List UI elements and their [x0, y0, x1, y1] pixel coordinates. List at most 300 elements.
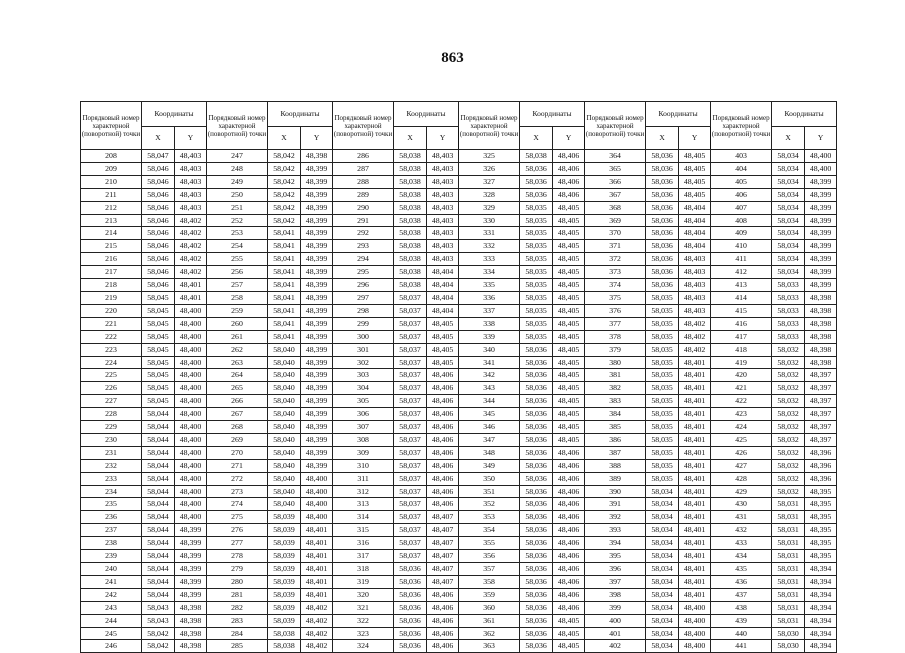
header-point-number: Порядковый номер характерной (поворотной) точки — [711, 102, 772, 150]
cell-x: 58,034 — [772, 266, 805, 279]
cell-point-number: 276 — [207, 524, 268, 537]
cell-point-number: 251 — [207, 201, 268, 214]
cell-point-number: 291 — [333, 214, 394, 227]
cell-y: 48,397 — [805, 369, 837, 382]
cell-point-number: 284 — [207, 627, 268, 640]
cell-y: 48,405 — [553, 640, 585, 653]
cell-y: 48,401 — [679, 511, 711, 524]
cell-x: 58,037 — [394, 356, 427, 369]
cell-x: 58,046 — [142, 227, 175, 240]
cell-x: 58,033 — [772, 291, 805, 304]
cell-x: 58,036 — [646, 150, 679, 163]
cell-x: 58,039 — [268, 537, 301, 550]
cell-y: 48,404 — [427, 304, 459, 317]
cell-point-number: 257 — [207, 279, 268, 292]
cell-y: 48,402 — [679, 317, 711, 330]
page-number: 863 — [441, 50, 464, 66]
table-row — [81, 175, 837, 188]
cell-point-number: 255 — [207, 253, 268, 266]
cell-point-number: 303 — [333, 369, 394, 382]
cell-point-number: 343 — [459, 382, 520, 395]
cell-point-number: 390 — [585, 485, 646, 498]
cell-y: 48,399 — [805, 188, 837, 201]
cell-x: 58,032 — [772, 408, 805, 421]
cell-y: 48,399 — [301, 240, 333, 253]
cell-x: 58,036 — [394, 588, 427, 601]
cell-point-number: 248 — [207, 162, 268, 175]
cell-x: 58,034 — [772, 214, 805, 227]
cell-y: 48,397 — [805, 395, 837, 408]
cell-y: 48,399 — [175, 524, 207, 537]
cell-x: 58,036 — [520, 433, 553, 446]
cell-point-number: 283 — [207, 614, 268, 627]
cell-x: 58,034 — [646, 614, 679, 627]
cell-point-number: 418 — [711, 343, 772, 356]
cell-point-number: 432 — [711, 524, 772, 537]
cell-point-number: 299 — [333, 317, 394, 330]
cell-y: 48,400 — [175, 395, 207, 408]
table-row — [81, 421, 837, 434]
cell-x: 58,045 — [142, 356, 175, 369]
cell-y: 48,406 — [427, 382, 459, 395]
cell-y: 48,406 — [427, 433, 459, 446]
table-row — [81, 601, 837, 614]
header-x: X — [394, 127, 427, 150]
cell-y: 48,406 — [553, 511, 585, 524]
cell-y: 48,399 — [175, 563, 207, 576]
cell-x: 58,037 — [394, 511, 427, 524]
cell-point-number: 289 — [333, 188, 394, 201]
cell-point-number: 264 — [207, 369, 268, 382]
cell-x: 58,035 — [520, 266, 553, 279]
cell-point-number: 328 — [459, 188, 520, 201]
cell-point-number: 441 — [711, 640, 772, 653]
cell-point-number: 425 — [711, 433, 772, 446]
cell-x: 58,036 — [520, 485, 553, 498]
table-row — [81, 266, 837, 279]
cell-x: 58,038 — [394, 266, 427, 279]
cell-x: 58,032 — [772, 369, 805, 382]
header-x: X — [268, 127, 301, 150]
cell-point-number: 216 — [81, 253, 142, 266]
cell-point-number: 385 — [585, 421, 646, 434]
cell-x: 58,032 — [772, 382, 805, 395]
cell-point-number: 335 — [459, 279, 520, 292]
cell-point-number: 233 — [81, 472, 142, 485]
cell-point-number: 268 — [207, 421, 268, 434]
cell-point-number: 228 — [81, 408, 142, 421]
cell-x: 58,046 — [142, 188, 175, 201]
cell-x: 58,035 — [646, 330, 679, 343]
cell-point-number: 249 — [207, 175, 268, 188]
coordinates-table — [80, 101, 837, 653]
cell-point-number: 224 — [81, 356, 142, 369]
cell-point-number: 368 — [585, 201, 646, 214]
table-row — [81, 227, 837, 240]
cell-x: 58,034 — [772, 253, 805, 266]
cell-point-number: 307 — [333, 421, 394, 434]
cell-y: 48,403 — [679, 291, 711, 304]
cell-x: 58,032 — [772, 446, 805, 459]
cell-x: 58,045 — [142, 343, 175, 356]
cell-y: 48,406 — [553, 524, 585, 537]
cell-y: 48,406 — [427, 395, 459, 408]
cell-point-number: 356 — [459, 550, 520, 563]
cell-x: 58,035 — [520, 253, 553, 266]
cell-y: 48,399 — [805, 175, 837, 188]
cell-x: 58,039 — [268, 563, 301, 576]
cell-x: 58,036 — [646, 240, 679, 253]
cell-point-number: 312 — [333, 485, 394, 498]
cell-x: 58,037 — [394, 369, 427, 382]
table-row — [81, 317, 837, 330]
cell-x: 58,036 — [646, 214, 679, 227]
cell-x: 58,038 — [394, 201, 427, 214]
header-y: Y — [175, 127, 207, 150]
cell-x: 58,039 — [268, 511, 301, 524]
header-row-top — [81, 102, 837, 127]
cell-point-number: 281 — [207, 588, 268, 601]
cell-point-number: 416 — [711, 317, 772, 330]
cell-y: 48,396 — [805, 446, 837, 459]
cell-point-number: 406 — [711, 188, 772, 201]
cell-point-number: 424 — [711, 421, 772, 434]
cell-y: 48,405 — [553, 382, 585, 395]
cell-y: 48,399 — [805, 240, 837, 253]
cell-y: 48,405 — [427, 330, 459, 343]
cell-y: 48,405 — [553, 356, 585, 369]
cell-y: 48,399 — [301, 421, 333, 434]
cell-x: 58,036 — [520, 356, 553, 369]
cell-y: 48,399 — [301, 279, 333, 292]
cell-y: 48,406 — [553, 472, 585, 485]
cell-point-number: 227 — [81, 395, 142, 408]
cell-point-number: 309 — [333, 446, 394, 459]
table-row — [81, 588, 837, 601]
cell-x: 58,037 — [394, 408, 427, 421]
cell-x: 58,035 — [646, 472, 679, 485]
cell-y: 48,401 — [679, 408, 711, 421]
cell-point-number: 290 — [333, 201, 394, 214]
cell-point-number: 229 — [81, 421, 142, 434]
cell-y: 48,406 — [427, 588, 459, 601]
cell-y: 48,401 — [679, 575, 711, 588]
cell-x: 58,036 — [394, 575, 427, 588]
cell-x: 58,037 — [394, 498, 427, 511]
cell-x: 58,034 — [646, 575, 679, 588]
cell-x: 58,044 — [142, 550, 175, 563]
cell-point-number: 311 — [333, 472, 394, 485]
cell-x: 58,034 — [772, 227, 805, 240]
cell-point-number: 428 — [711, 472, 772, 485]
cell-y: 48,399 — [301, 266, 333, 279]
cell-y: 48,394 — [805, 640, 837, 653]
cell-point-number: 317 — [333, 550, 394, 563]
cell-point-number: 342 — [459, 369, 520, 382]
cell-x: 58,032 — [772, 395, 805, 408]
cell-y: 48,401 — [175, 291, 207, 304]
cell-point-number: 392 — [585, 511, 646, 524]
cell-x: 58,040 — [268, 408, 301, 421]
cell-x: 58,036 — [394, 614, 427, 627]
cell-x: 58,036 — [520, 498, 553, 511]
cell-y: 48,406 — [553, 188, 585, 201]
cell-point-number: 245 — [81, 627, 142, 640]
cell-point-number: 363 — [459, 640, 520, 653]
cell-point-number: 382 — [585, 382, 646, 395]
cell-x: 58,037 — [394, 317, 427, 330]
cell-y: 48,401 — [679, 472, 711, 485]
cell-y: 48,405 — [679, 162, 711, 175]
cell-point-number: 388 — [585, 459, 646, 472]
cell-point-number: 271 — [207, 459, 268, 472]
cell-point-number: 238 — [81, 537, 142, 550]
cell-y: 48,401 — [301, 588, 333, 601]
cell-x: 58,037 — [394, 343, 427, 356]
cell-y: 48,395 — [805, 537, 837, 550]
cell-point-number: 232 — [81, 459, 142, 472]
cell-y: 48,402 — [679, 343, 711, 356]
cell-x: 58,032 — [772, 472, 805, 485]
cell-point-number: 401 — [585, 627, 646, 640]
cell-y: 48,401 — [301, 537, 333, 550]
cell-point-number: 350 — [459, 472, 520, 485]
cell-x: 58,042 — [142, 627, 175, 640]
cell-x: 58,037 — [394, 421, 427, 434]
cell-point-number: 221 — [81, 317, 142, 330]
cell-point-number: 321 — [333, 601, 394, 614]
cell-x: 58,041 — [268, 240, 301, 253]
cell-y: 48,400 — [175, 356, 207, 369]
cell-point-number: 439 — [711, 614, 772, 627]
cell-x: 58,044 — [142, 537, 175, 550]
cell-x: 58,036 — [520, 395, 553, 408]
cell-point-number: 352 — [459, 498, 520, 511]
cell-point-number: 329 — [459, 201, 520, 214]
cell-y: 48,399 — [805, 279, 837, 292]
cell-x: 58,036 — [520, 175, 553, 188]
cell-x: 58,044 — [142, 433, 175, 446]
cell-x: 58,035 — [646, 343, 679, 356]
cell-point-number: 410 — [711, 240, 772, 253]
cell-y: 48,406 — [427, 369, 459, 382]
cell-x: 58,037 — [394, 433, 427, 446]
cell-point-number: 254 — [207, 240, 268, 253]
cell-y: 48,401 — [175, 279, 207, 292]
cell-y: 48,397 — [805, 421, 837, 434]
cell-point-number: 219 — [81, 291, 142, 304]
cell-y: 48,400 — [679, 614, 711, 627]
cell-y: 48,407 — [427, 563, 459, 576]
cell-x: 58,036 — [394, 563, 427, 576]
cell-x: 58,039 — [268, 575, 301, 588]
header-y: Y — [679, 127, 711, 150]
cell-x: 58,042 — [268, 201, 301, 214]
cell-point-number: 370 — [585, 227, 646, 240]
cell-y: 48,401 — [301, 524, 333, 537]
cell-point-number: 412 — [711, 266, 772, 279]
cell-y: 48,401 — [301, 575, 333, 588]
cell-x: 58,046 — [142, 214, 175, 227]
table-row — [81, 511, 837, 524]
table-row — [81, 201, 837, 214]
cell-x: 58,031 — [772, 601, 805, 614]
cell-x: 58,041 — [268, 291, 301, 304]
cell-point-number: 252 — [207, 214, 268, 227]
cell-y: 48,406 — [553, 485, 585, 498]
cell-point-number: 282 — [207, 601, 268, 614]
cell-point-number: 212 — [81, 201, 142, 214]
cell-point-number: 422 — [711, 395, 772, 408]
cell-y: 48,398 — [175, 601, 207, 614]
cell-x: 58,035 — [646, 459, 679, 472]
cell-x: 58,046 — [142, 201, 175, 214]
cell-y: 48,405 — [553, 330, 585, 343]
cell-x: 58,038 — [394, 188, 427, 201]
cell-y: 48,401 — [679, 563, 711, 576]
cell-y: 48,403 — [175, 188, 207, 201]
cell-x: 58,034 — [646, 550, 679, 563]
cell-y: 48,407 — [427, 511, 459, 524]
cell-y: 48,399 — [301, 343, 333, 356]
cell-y: 48,401 — [679, 382, 711, 395]
cell-y: 48,399 — [301, 408, 333, 421]
cell-y: 48,398 — [805, 317, 837, 330]
cell-y: 48,398 — [301, 150, 333, 163]
cell-y: 48,403 — [427, 240, 459, 253]
cell-y: 48,401 — [679, 433, 711, 446]
cell-x: 58,036 — [520, 588, 553, 601]
cell-x: 58,036 — [520, 524, 553, 537]
cell-x: 58,030 — [772, 627, 805, 640]
cell-point-number: 236 — [81, 511, 142, 524]
cell-point-number: 292 — [333, 227, 394, 240]
cell-y: 48,399 — [301, 214, 333, 227]
cell-y: 48,403 — [427, 175, 459, 188]
cell-point-number: 396 — [585, 563, 646, 576]
cell-x: 58,046 — [142, 162, 175, 175]
cell-y: 48,400 — [805, 162, 837, 175]
cell-y: 48,405 — [553, 266, 585, 279]
cell-point-number: 259 — [207, 304, 268, 317]
cell-y: 48,403 — [427, 227, 459, 240]
cell-point-number: 397 — [585, 575, 646, 588]
cell-x: 58,035 — [646, 304, 679, 317]
cell-y: 48,394 — [805, 588, 837, 601]
cell-x: 58,044 — [142, 408, 175, 421]
table-row — [81, 408, 837, 421]
cell-x: 58,040 — [268, 472, 301, 485]
header-y: Y — [805, 127, 837, 150]
cell-y: 48,399 — [301, 382, 333, 395]
cell-point-number: 244 — [81, 614, 142, 627]
cell-x: 58,036 — [646, 279, 679, 292]
cell-point-number: 313 — [333, 498, 394, 511]
cell-point-number: 316 — [333, 537, 394, 550]
cell-point-number: 344 — [459, 395, 520, 408]
table-row — [81, 433, 837, 446]
cell-point-number: 318 — [333, 563, 394, 576]
cell-y: 48,398 — [805, 291, 837, 304]
cell-y: 48,399 — [301, 175, 333, 188]
cell-y: 48,401 — [301, 550, 333, 563]
cell-point-number: 333 — [459, 253, 520, 266]
cell-point-number: 215 — [81, 240, 142, 253]
cell-point-number: 351 — [459, 485, 520, 498]
cell-y: 48,406 — [553, 537, 585, 550]
cell-y: 48,400 — [175, 446, 207, 459]
cell-y: 48,405 — [679, 150, 711, 163]
cell-y: 48,406 — [427, 485, 459, 498]
cell-point-number: 381 — [585, 369, 646, 382]
cell-point-number: 367 — [585, 188, 646, 201]
table-row — [81, 550, 837, 563]
cell-point-number: 315 — [333, 524, 394, 537]
cell-x: 58,038 — [268, 627, 301, 640]
cell-y: 48,395 — [805, 524, 837, 537]
cell-x: 58,032 — [772, 485, 805, 498]
cell-x: 58,032 — [772, 459, 805, 472]
cell-x: 58,044 — [142, 498, 175, 511]
cell-point-number: 346 — [459, 421, 520, 434]
cell-y: 48,405 — [679, 188, 711, 201]
cell-y: 48,396 — [805, 472, 837, 485]
cell-x: 58,034 — [772, 175, 805, 188]
cell-y: 48,400 — [679, 627, 711, 640]
cell-y: 48,406 — [553, 446, 585, 459]
table-row — [81, 524, 837, 537]
cell-y: 48,402 — [679, 330, 711, 343]
cell-point-number: 338 — [459, 317, 520, 330]
cell-x: 58,035 — [520, 201, 553, 214]
cell-x: 58,034 — [646, 627, 679, 640]
cell-x: 58,041 — [268, 330, 301, 343]
cell-point-number: 326 — [459, 162, 520, 175]
header-x: X — [520, 127, 553, 150]
cell-x: 58,034 — [772, 150, 805, 163]
cell-point-number: 391 — [585, 498, 646, 511]
cell-x: 58,042 — [268, 150, 301, 163]
cell-point-number: 359 — [459, 588, 520, 601]
cell-x: 58,034 — [772, 162, 805, 175]
cell-x: 58,035 — [646, 408, 679, 421]
cell-x: 58,035 — [520, 304, 553, 317]
cell-point-number: 275 — [207, 511, 268, 524]
cell-y: 48,399 — [301, 459, 333, 472]
cell-y: 48,399 — [301, 317, 333, 330]
cell-x: 58,042 — [268, 175, 301, 188]
cell-point-number: 362 — [459, 627, 520, 640]
cell-x: 58,045 — [142, 382, 175, 395]
cell-y: 48,398 — [805, 304, 837, 317]
cell-point-number: 405 — [711, 175, 772, 188]
cell-x: 58,038 — [394, 150, 427, 163]
header-point-number: Порядковый номер характерной (поворотной) точки — [207, 102, 268, 150]
cell-point-number: 398 — [585, 588, 646, 601]
cell-point-number: 241 — [81, 575, 142, 588]
cell-point-number: 306 — [333, 408, 394, 421]
cell-point-number: 272 — [207, 472, 268, 485]
cell-x: 58,031 — [772, 563, 805, 576]
cell-y: 48,404 — [679, 240, 711, 253]
cell-x: 58,042 — [142, 640, 175, 653]
cell-y: 48,401 — [679, 588, 711, 601]
cell-y: 48,405 — [553, 421, 585, 434]
cell-x: 58,036 — [394, 627, 427, 640]
cell-x: 58,042 — [268, 188, 301, 201]
cell-point-number: 366 — [585, 175, 646, 188]
cell-y: 48,396 — [805, 459, 837, 472]
